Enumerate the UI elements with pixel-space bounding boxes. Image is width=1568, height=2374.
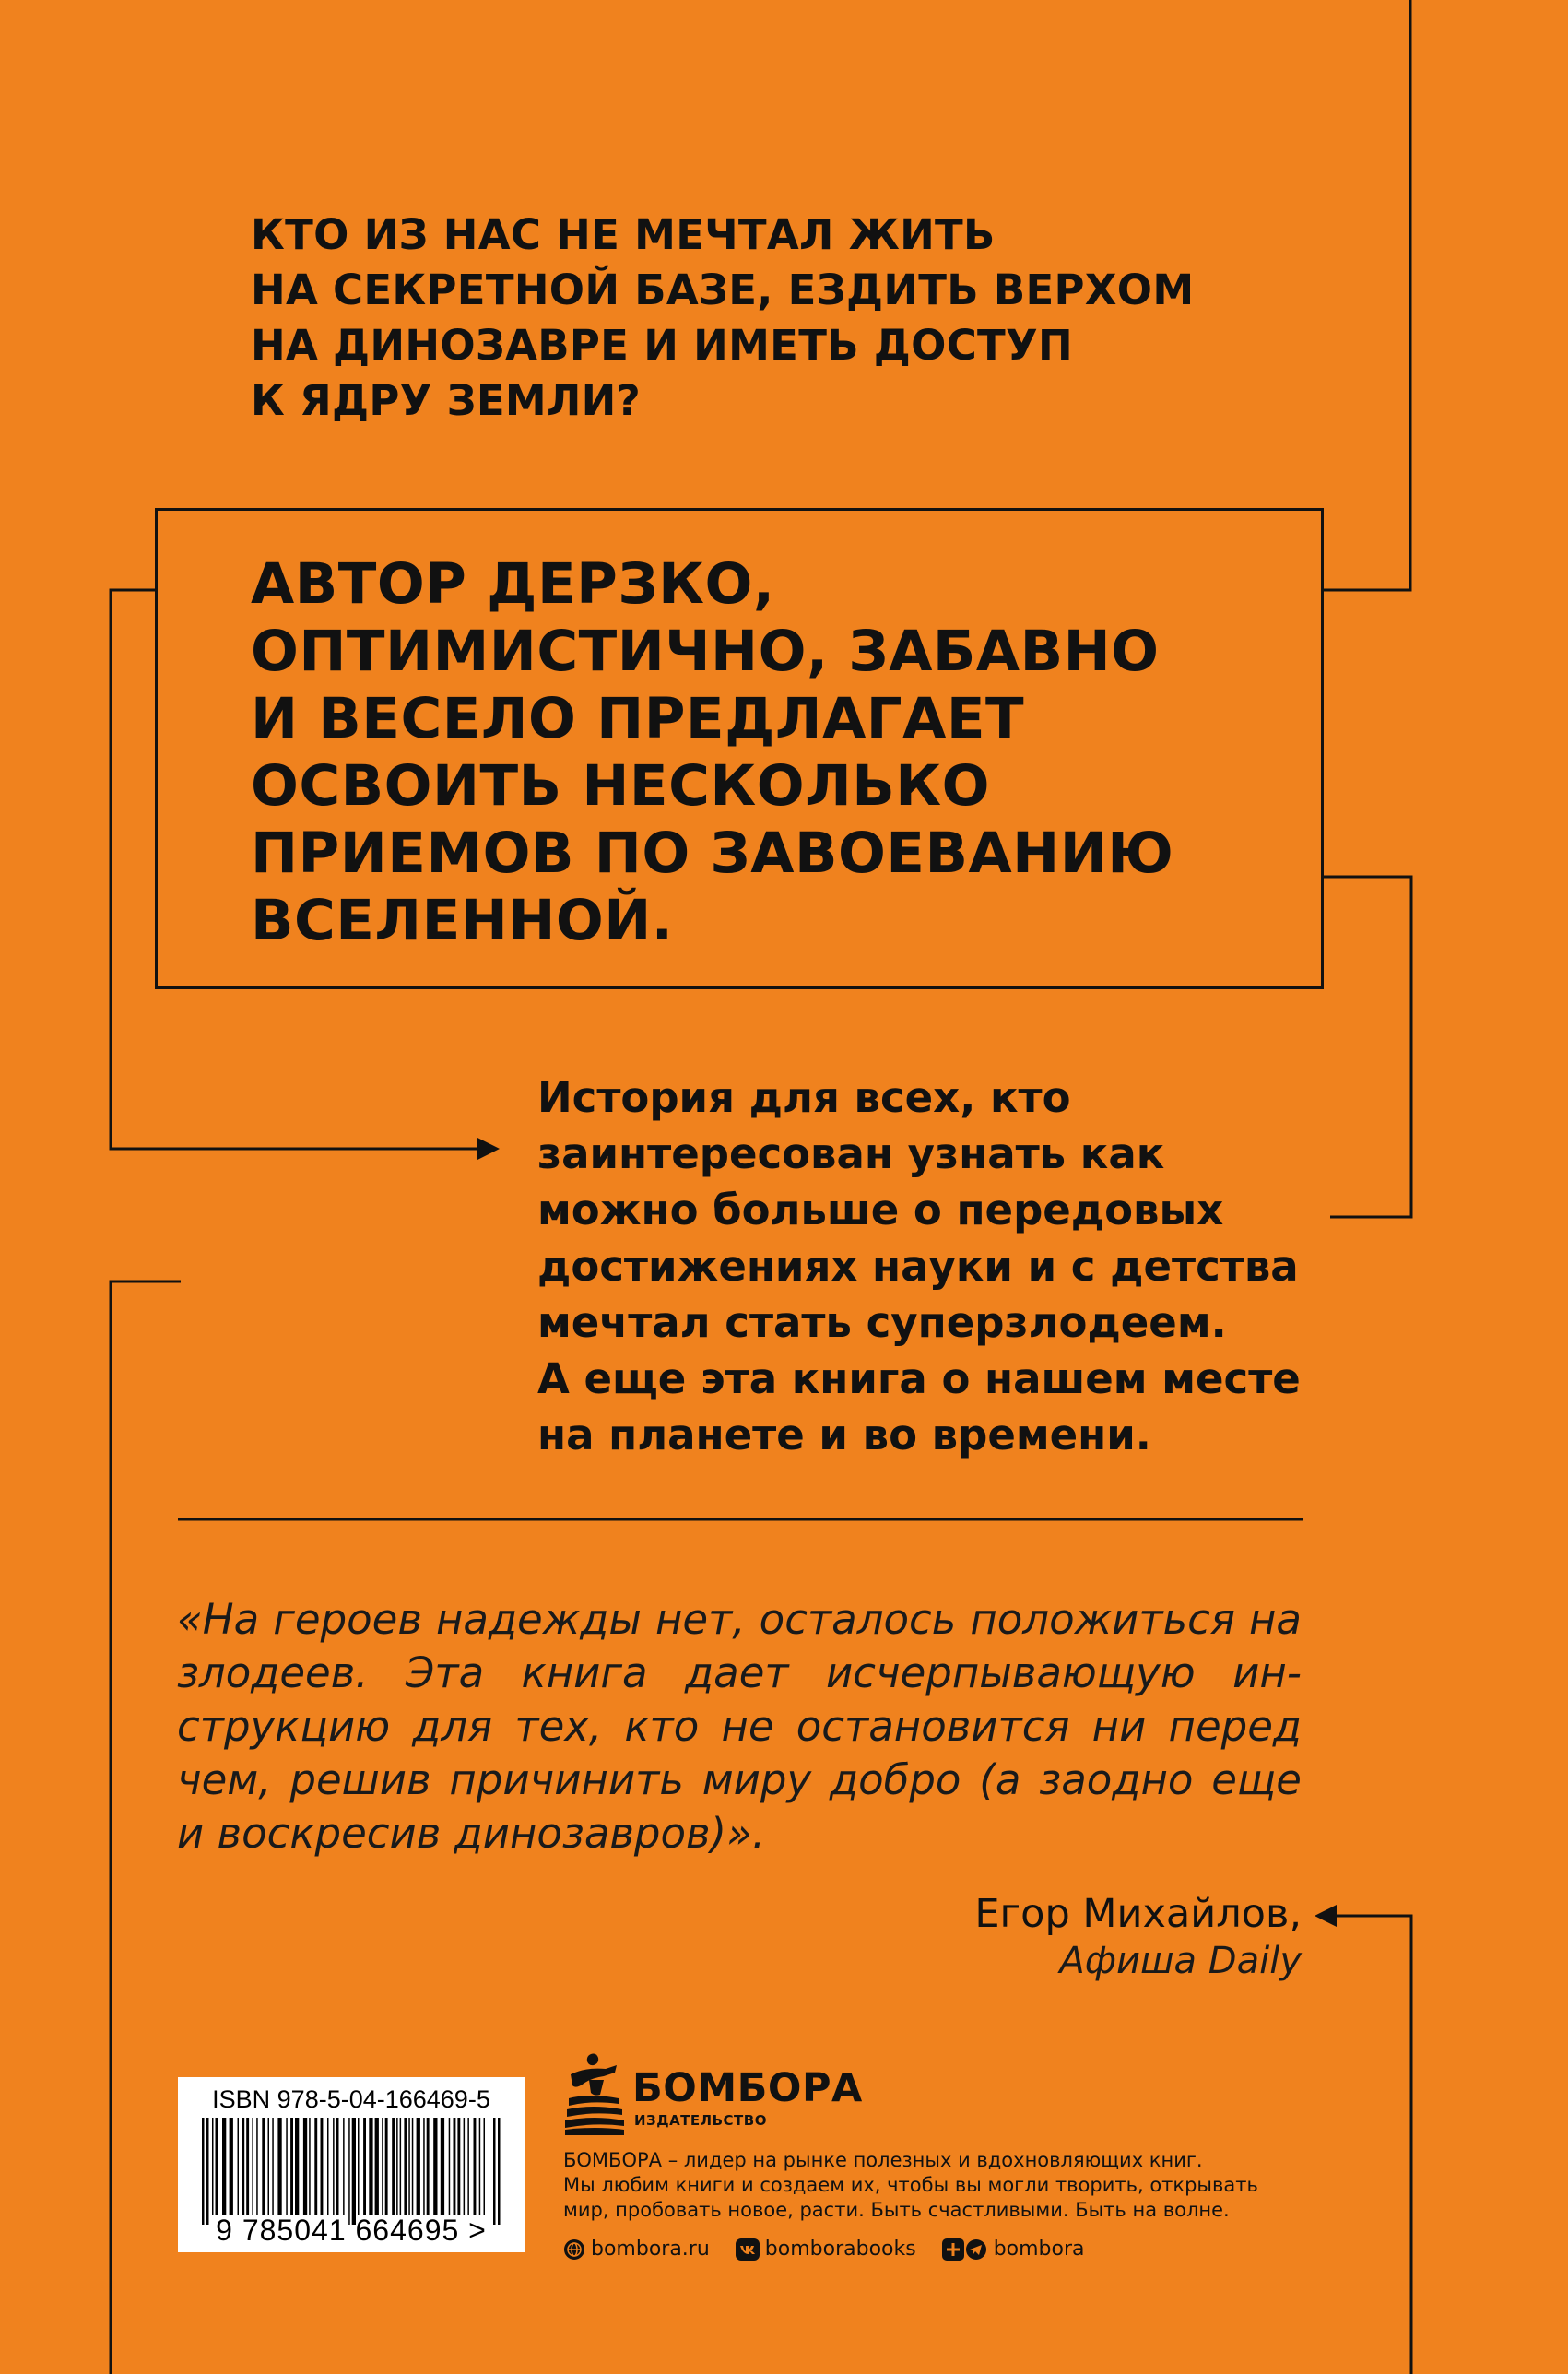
arrow-to-author — [1315, 1905, 1337, 1927]
quote-author: Егор Михайлов, — [974, 1891, 1302, 1937]
social-label-vk: bomborabooks — [764, 2238, 916, 2261]
isbn-label: ISBN 978-5-04-166469-5 — [212, 2085, 490, 2113]
publisher-about: БОМБОРА – лидер на рынке полезных и вдохновляющих книг. Мы любим книги и создаем их, чтобы вы могли творить, открывать мир, пробовать новое, расти. Быть счастливыми. Быть на волне. — [563, 2149, 1258, 2221]
social-label-telegram: bombora — [993, 2238, 1085, 2261]
social-link-site[interactable] — [563, 2236, 710, 2263]
publisher-logo-text: БОМБОРА — [632, 2065, 863, 2111]
review-quote: «На героев надежды нет, осталось положиться на злодеев. Эта книга дает исчерпывающую ин-струкцию для тех, кто не остановится ни перед чем, решив причинить миру добро (а заодно еще и воскресив динозавров)». — [177, 1595, 1302, 1858]
quote-source: Афиша Daily — [1059, 1940, 1302, 1982]
isbn-barcode — [178, 2077, 525, 2252]
arrow-to-description — [477, 1138, 500, 1160]
social-link-telegram[interactable] — [942, 2236, 1085, 2263]
telegram-icon — [942, 2238, 988, 2261]
barcode-digits: 9 785041 664695 > — [216, 2214, 487, 2247]
headline-text: АВТОР ДЕРЗКО, ОПТИМИСТИЧНО, ЗАБАВНО И ВЕСЕЛО ПРЕДЛАГАЕТ ОСВОИТЬ НЕСКОЛЬКО ПРИЕМОВ ПО ЗАВОЕВАНИЮ ВСЕЛЕННОЙ. — [251, 551, 1174, 953]
publisher-social-links — [563, 2236, 1111, 2263]
connector-left-long — [111, 1281, 181, 2374]
social-link-vk[interactable] — [736, 2236, 916, 2263]
description-text: История для всех, кто заинтересован узнать как можно больше о передовых достижениях науки и с детства мечтал стать суперзлодеем. А еще эта книга о нашем месте на планете и во времени. — [537, 1073, 1301, 1459]
bombora-logo-icon — [563, 2052, 626, 2137]
publisher-logo-subtext: ИЗДАТЕЛЬСТВО — [634, 2112, 767, 2129]
connector-right-to-author — [1336, 1916, 1411, 2374]
vk-icon — [736, 2238, 760, 2261]
social-label-site: bombora.ru — [591, 2238, 710, 2261]
intro-text: КТО ИЗ НАС НЕ МЕЧТАЛ ЖИТЬ НА СЕКРЕТНОЙ БАЗЕ, ЕЗДИТЬ ВЕРХОМ НА ДИНОЗАВРЕ И ИМЕТЬ ДОСТУП К ЯДРУ ЗЕМЛИ? — [251, 210, 1195, 425]
globe-icon — [563, 2238, 585, 2261]
